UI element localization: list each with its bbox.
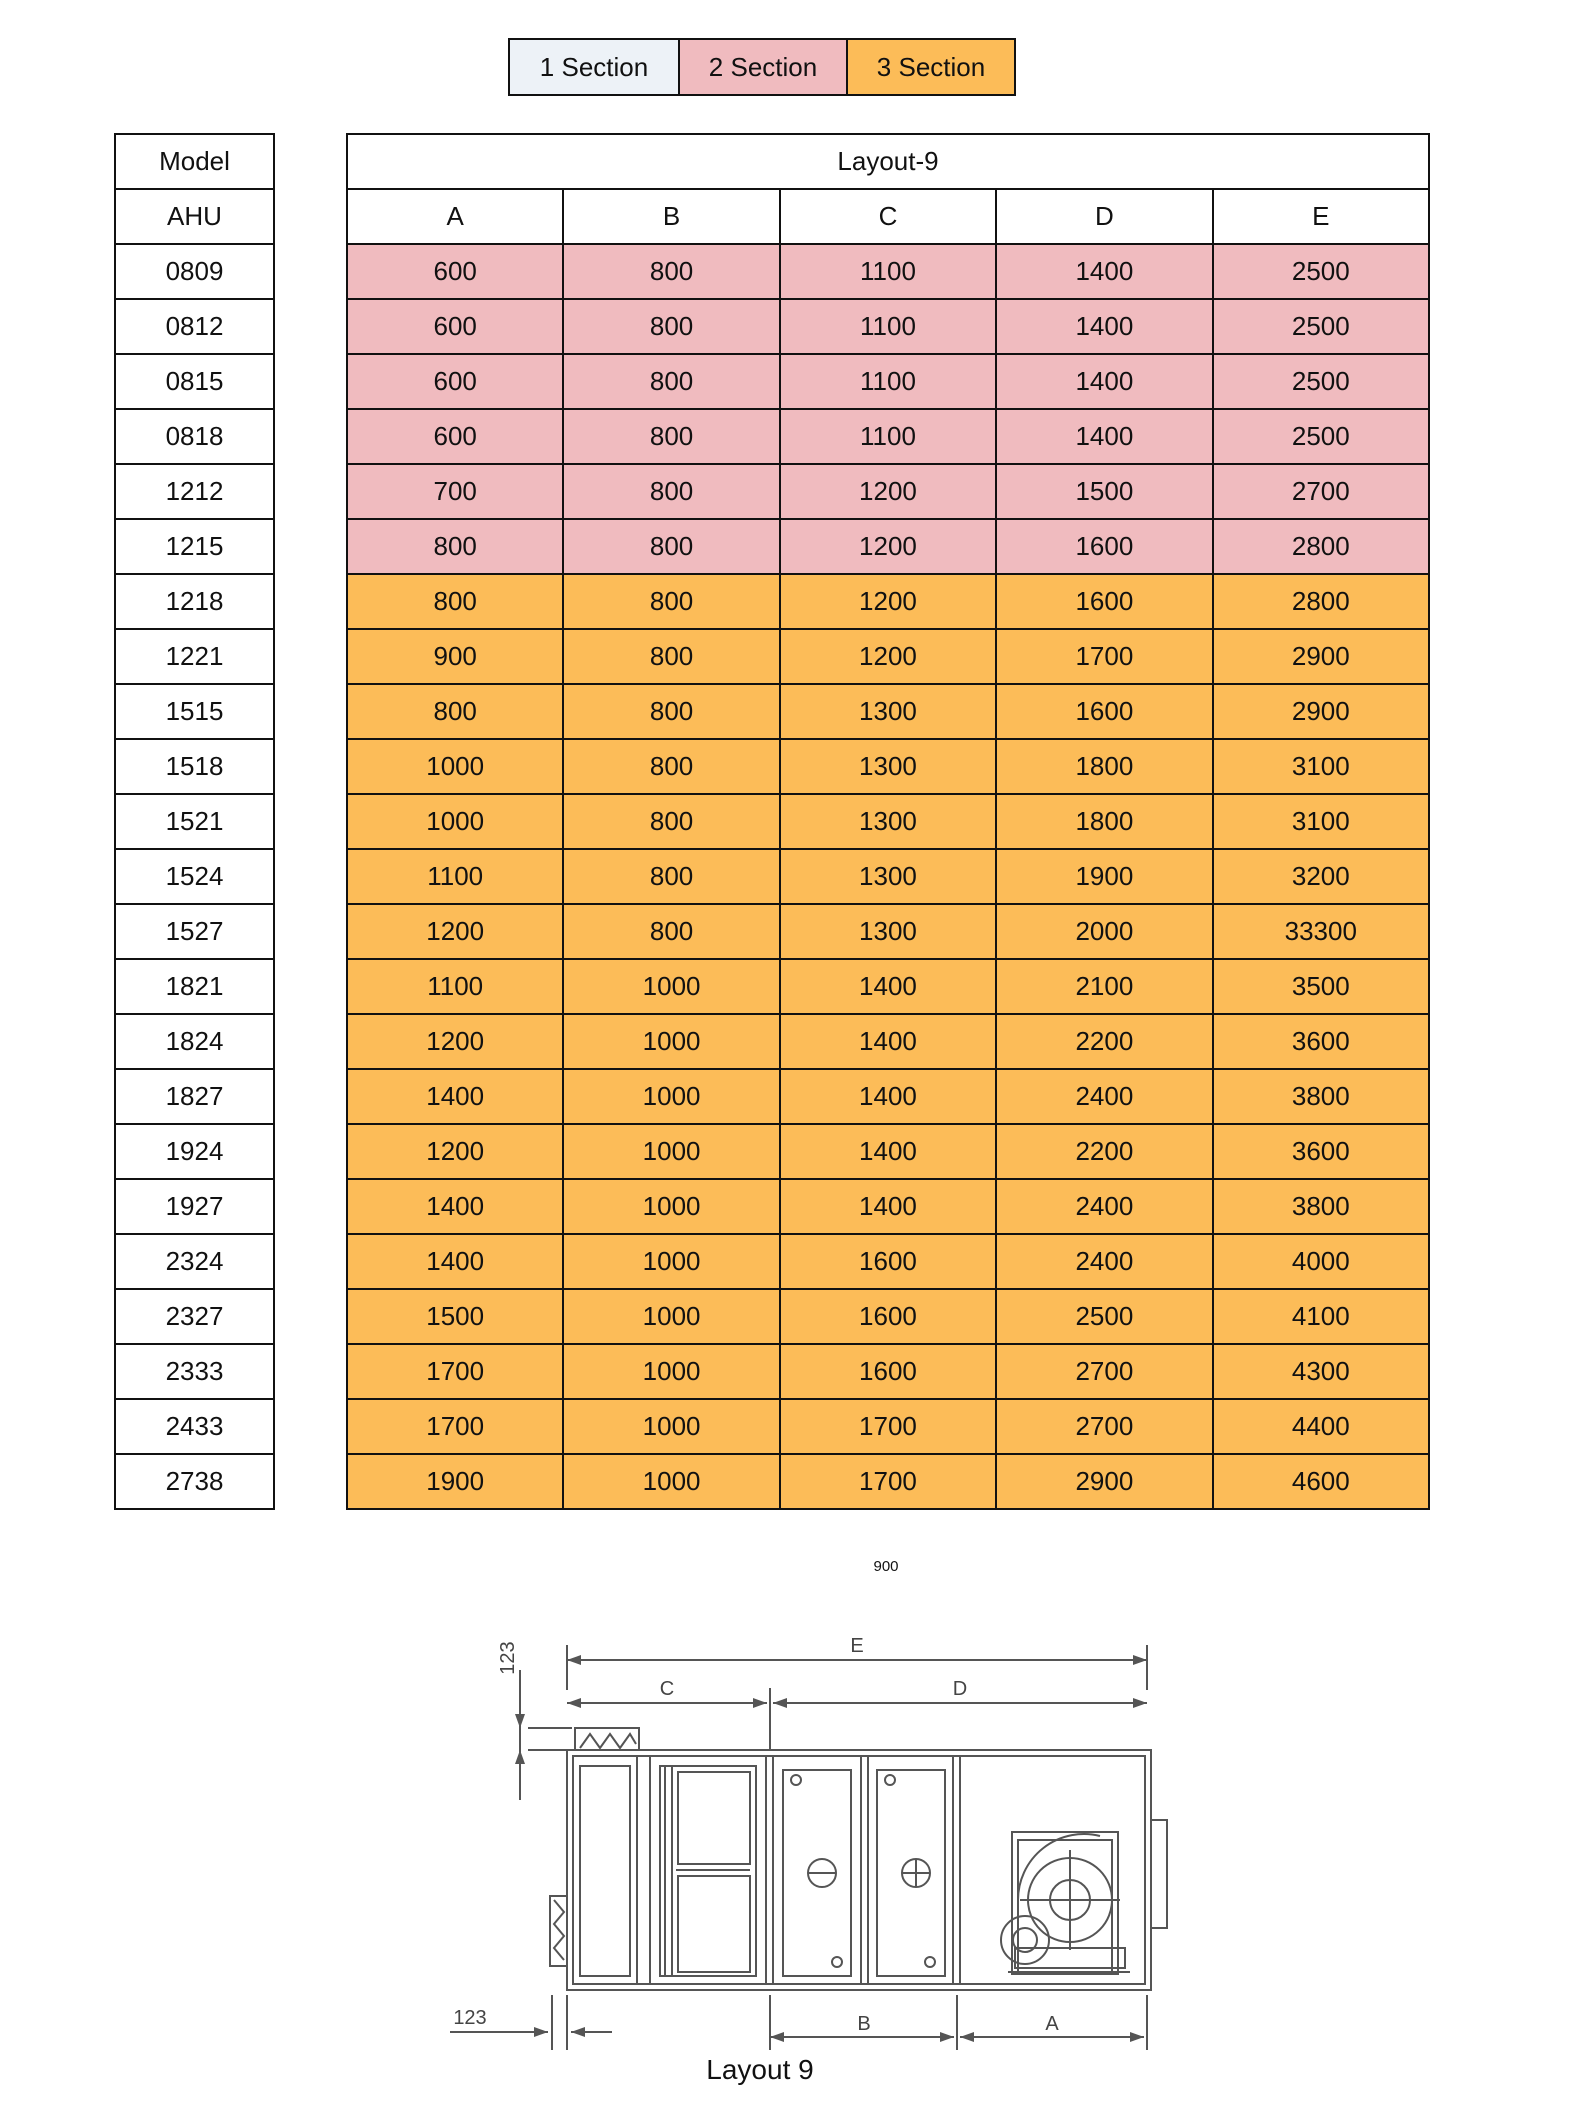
model-cell: 1212	[115, 464, 274, 519]
cell-c: 1300	[780, 794, 996, 849]
cell-a: 800	[347, 684, 563, 739]
model-cell: 2433	[115, 1399, 274, 1454]
model-row	[115, 299, 274, 354]
cell-e: 2900	[1213, 684, 1429, 739]
cell-d: 1700	[996, 629, 1212, 684]
cell-b: 800	[563, 464, 779, 519]
legend-1-section: 1 Section	[510, 40, 678, 94]
model-row	[115, 1234, 274, 1289]
cell-a: 700	[347, 464, 563, 519]
ahu-header-row	[115, 189, 274, 244]
cell-d: 2400	[996, 1069, 1212, 1124]
cell-b: 1000	[563, 959, 779, 1014]
cell-a: 600	[347, 354, 563, 409]
model-row	[115, 1069, 274, 1124]
cell-a: 900	[347, 629, 563, 684]
cell-b: 1000	[563, 1234, 779, 1289]
model-row	[115, 959, 274, 1014]
layout-title: Layout-9	[347, 134, 1429, 189]
table-row	[347, 1454, 1429, 1509]
cell-e: 4000	[1213, 1234, 1429, 1289]
model-row	[115, 1344, 274, 1399]
model-cell: 2738	[115, 1454, 274, 1509]
cell-a: 1400	[347, 1069, 563, 1124]
model-cell: 1527	[115, 904, 274, 959]
cell-a: 600	[347, 244, 563, 299]
table-row	[347, 299, 1429, 354]
cell-c: 1400	[780, 1179, 996, 1234]
model-cell: 1215	[115, 519, 274, 574]
model-row	[115, 464, 274, 519]
cell-b: 800	[563, 244, 779, 299]
model-cell: 0812	[115, 299, 274, 354]
cell-e: 2500	[1213, 244, 1429, 299]
model-row	[115, 574, 274, 629]
diagram-caption: Layout 9	[706, 2054, 814, 2085]
table-row	[347, 1124, 1429, 1179]
cell-b: 800	[563, 794, 779, 849]
dim-123-bottom-label: 123	[453, 2007, 487, 2029]
dimension-note: 900	[873, 1558, 899, 1575]
cell-d: 1400	[996, 299, 1212, 354]
dim-b-label: B	[857, 2013, 871, 2035]
model-cell: 0818	[115, 409, 274, 464]
column-header-e: E	[1213, 189, 1429, 244]
cell-e: 3200	[1213, 849, 1429, 904]
table-row	[347, 959, 1429, 1014]
cell-d: 1600	[996, 574, 1212, 629]
cell-e: 2800	[1213, 519, 1429, 574]
model-cell: 1524	[115, 849, 274, 904]
cell-b: 1000	[563, 1289, 779, 1344]
cell-c: 1200	[780, 574, 996, 629]
model-cell: 1821	[115, 959, 274, 1014]
cell-c: 1300	[780, 849, 996, 904]
cell-b: 800	[563, 299, 779, 354]
model-header: Model	[115, 134, 274, 189]
cell-c: 1200	[780, 629, 996, 684]
cell-c: 1600	[780, 1344, 996, 1399]
dim-d-label: D	[952, 1678, 968, 1700]
cell-c: 1400	[780, 1124, 996, 1179]
model-row	[115, 1124, 274, 1179]
model-row	[115, 904, 274, 959]
model-row	[115, 1399, 274, 1454]
model-row	[115, 739, 274, 794]
cell-b: 1000	[563, 1179, 779, 1234]
model-table	[114, 133, 275, 1510]
cell-a: 1200	[347, 1124, 563, 1179]
table-row	[347, 464, 1429, 519]
cell-d: 1600	[996, 519, 1212, 574]
table-row	[347, 409, 1429, 464]
cell-a: 1100	[347, 849, 563, 904]
cell-d: 1900	[996, 849, 1212, 904]
cell-a: 1400	[347, 1234, 563, 1289]
cell-c: 1400	[780, 959, 996, 1014]
table-row	[347, 1399, 1429, 1454]
cell-b: 800	[563, 904, 779, 959]
cell-e: 4600	[1213, 1454, 1429, 1509]
table-row	[347, 1014, 1429, 1069]
cell-d: 2400	[996, 1179, 1212, 1234]
layout-dimension-table	[346, 133, 1430, 1510]
cell-a: 800	[347, 519, 563, 574]
model-cell: 1521	[115, 794, 274, 849]
table-row	[347, 1179, 1429, 1234]
cell-d: 1800	[996, 794, 1212, 849]
model-header-row	[115, 134, 274, 189]
cell-c: 1400	[780, 1014, 996, 1069]
table-row	[347, 519, 1429, 574]
cell-b: 800	[563, 739, 779, 794]
cell-c: 1400	[780, 1069, 996, 1124]
cell-c: 1300	[780, 904, 996, 959]
dim-a-label: A	[1045, 2013, 1059, 2035]
cell-c: 1700	[780, 1399, 996, 1454]
table-row	[347, 1289, 1429, 1344]
model-row	[115, 519, 274, 574]
cell-b: 800	[563, 354, 779, 409]
cell-b: 1000	[563, 1014, 779, 1069]
table-row	[347, 794, 1429, 849]
dim-c-label: C	[659, 1678, 675, 1700]
column-header-a: A	[347, 189, 563, 244]
model-cell: 0809	[115, 244, 274, 299]
model-row	[115, 849, 274, 904]
section-legend	[508, 38, 1016, 96]
cell-a: 1400	[347, 1179, 563, 1234]
model-row	[115, 1289, 274, 1344]
cell-d: 1400	[996, 354, 1212, 409]
cell-c: 1600	[780, 1234, 996, 1289]
cell-a: 1200	[347, 1014, 563, 1069]
model-cell: 2327	[115, 1289, 274, 1344]
model-cell: 1218	[115, 574, 274, 629]
cell-d: 2500	[996, 1289, 1212, 1344]
cell-a: 1000	[347, 739, 563, 794]
cell-d: 2000	[996, 904, 1212, 959]
model-cell: 1515	[115, 684, 274, 739]
ahu-layout-diagram	[440, 1600, 1180, 2060]
cell-d: 2100	[996, 959, 1212, 1014]
cell-d: 2700	[996, 1344, 1212, 1399]
cell-e: 4300	[1213, 1344, 1429, 1399]
cell-e: 3500	[1213, 959, 1429, 1014]
model-cell: 2333	[115, 1344, 274, 1399]
legend-2-section: 2 Section	[678, 40, 846, 94]
model-row	[115, 1014, 274, 1069]
table-row	[347, 739, 1429, 794]
cell-c: 1200	[780, 464, 996, 519]
cell-d: 2700	[996, 1399, 1212, 1454]
cell-d: 1400	[996, 244, 1212, 299]
model-row	[115, 629, 274, 684]
table-row	[347, 849, 1429, 904]
model-cell: 1924	[115, 1124, 274, 1179]
cell-a: 1500	[347, 1289, 563, 1344]
cell-c: 1300	[780, 739, 996, 794]
cell-e: 3800	[1213, 1179, 1429, 1234]
cell-e: 3100	[1213, 739, 1429, 794]
table-row	[347, 574, 1429, 629]
cell-a: 1700	[347, 1344, 563, 1399]
cell-a: 600	[347, 409, 563, 464]
cell-c: 1700	[780, 1454, 996, 1509]
cell-e: 4400	[1213, 1399, 1429, 1454]
table-row	[347, 1344, 1429, 1399]
cell-b: 800	[563, 519, 779, 574]
cell-e: 2800	[1213, 574, 1429, 629]
column-header-c: C	[780, 189, 996, 244]
model-cell: 1827	[115, 1069, 274, 1124]
model-row	[115, 354, 274, 409]
dim-e-label: E	[850, 1635, 864, 1657]
cell-e: 2500	[1213, 354, 1429, 409]
cell-a: 1100	[347, 959, 563, 1014]
cell-a: 1700	[347, 1399, 563, 1454]
cell-a: 800	[347, 574, 563, 629]
cell-c: 1100	[780, 409, 996, 464]
ahu-header: AHU	[115, 189, 274, 244]
model-cell: 1927	[115, 1179, 274, 1234]
cell-d: 2900	[996, 1454, 1212, 1509]
cell-b: 800	[563, 409, 779, 464]
model-cell: 0815	[115, 354, 274, 409]
cell-a: 600	[347, 299, 563, 354]
cell-a: 1000	[347, 794, 563, 849]
model-row	[115, 1454, 274, 1509]
cell-c: 1300	[780, 684, 996, 739]
cell-d: 1400	[996, 409, 1212, 464]
diagram-lines	[450, 1645, 1167, 2050]
model-cell: 1824	[115, 1014, 274, 1069]
cell-e: 3600	[1213, 1124, 1429, 1179]
cell-d: 2400	[996, 1234, 1212, 1289]
cell-d: 2200	[996, 1124, 1212, 1179]
cell-e: 2900	[1213, 629, 1429, 684]
cell-d: 1600	[996, 684, 1212, 739]
table-row	[347, 904, 1429, 959]
column-header-row	[347, 189, 1429, 244]
cell-e: 2500	[1213, 409, 1429, 464]
table-row	[347, 684, 1429, 739]
cell-b: 1000	[563, 1069, 779, 1124]
column-header-d: D	[996, 189, 1212, 244]
cell-b: 1000	[563, 1454, 779, 1509]
cell-b: 1000	[563, 1124, 779, 1179]
cell-c: 1600	[780, 1289, 996, 1344]
legend-3-section: 3 Section	[846, 40, 1014, 94]
model-row	[115, 684, 274, 739]
cell-e: 4100	[1213, 1289, 1429, 1344]
cell-b: 1000	[563, 1344, 779, 1399]
layout-title-row	[347, 134, 1429, 189]
model-cell: 1518	[115, 739, 274, 794]
cell-e: 3100	[1213, 794, 1429, 849]
table-row	[347, 1069, 1429, 1124]
model-row	[115, 409, 274, 464]
column-header-b: B	[563, 189, 779, 244]
cell-b: 800	[563, 574, 779, 629]
model-row	[115, 794, 274, 849]
table-row	[347, 354, 1429, 409]
cell-d: 1800	[996, 739, 1212, 794]
cell-c: 1100	[780, 299, 996, 354]
dim-123-top-label: 123	[497, 1641, 519, 1675]
model-row	[115, 1179, 274, 1234]
cell-e: 2700	[1213, 464, 1429, 519]
table-row	[347, 629, 1429, 684]
cell-c: 1200	[780, 519, 996, 574]
cell-e: 3600	[1213, 1014, 1429, 1069]
cell-d: 1500	[996, 464, 1212, 519]
cell-a: 1200	[347, 904, 563, 959]
cell-b: 800	[563, 849, 779, 904]
cell-e: 2500	[1213, 299, 1429, 354]
cell-b: 1000	[563, 1399, 779, 1454]
model-cell: 1221	[115, 629, 274, 684]
table-row	[347, 1234, 1429, 1289]
model-row	[115, 244, 274, 299]
cell-b: 800	[563, 684, 779, 739]
model-cell: 2324	[115, 1234, 274, 1289]
cell-b: 800	[563, 629, 779, 684]
cell-e: 33300	[1213, 904, 1429, 959]
cell-a: 1900	[347, 1454, 563, 1509]
cell-c: 1100	[780, 354, 996, 409]
cell-e: 3800	[1213, 1069, 1429, 1124]
cell-d: 2200	[996, 1014, 1212, 1069]
table-row	[347, 244, 1429, 299]
cell-c: 1100	[780, 244, 996, 299]
